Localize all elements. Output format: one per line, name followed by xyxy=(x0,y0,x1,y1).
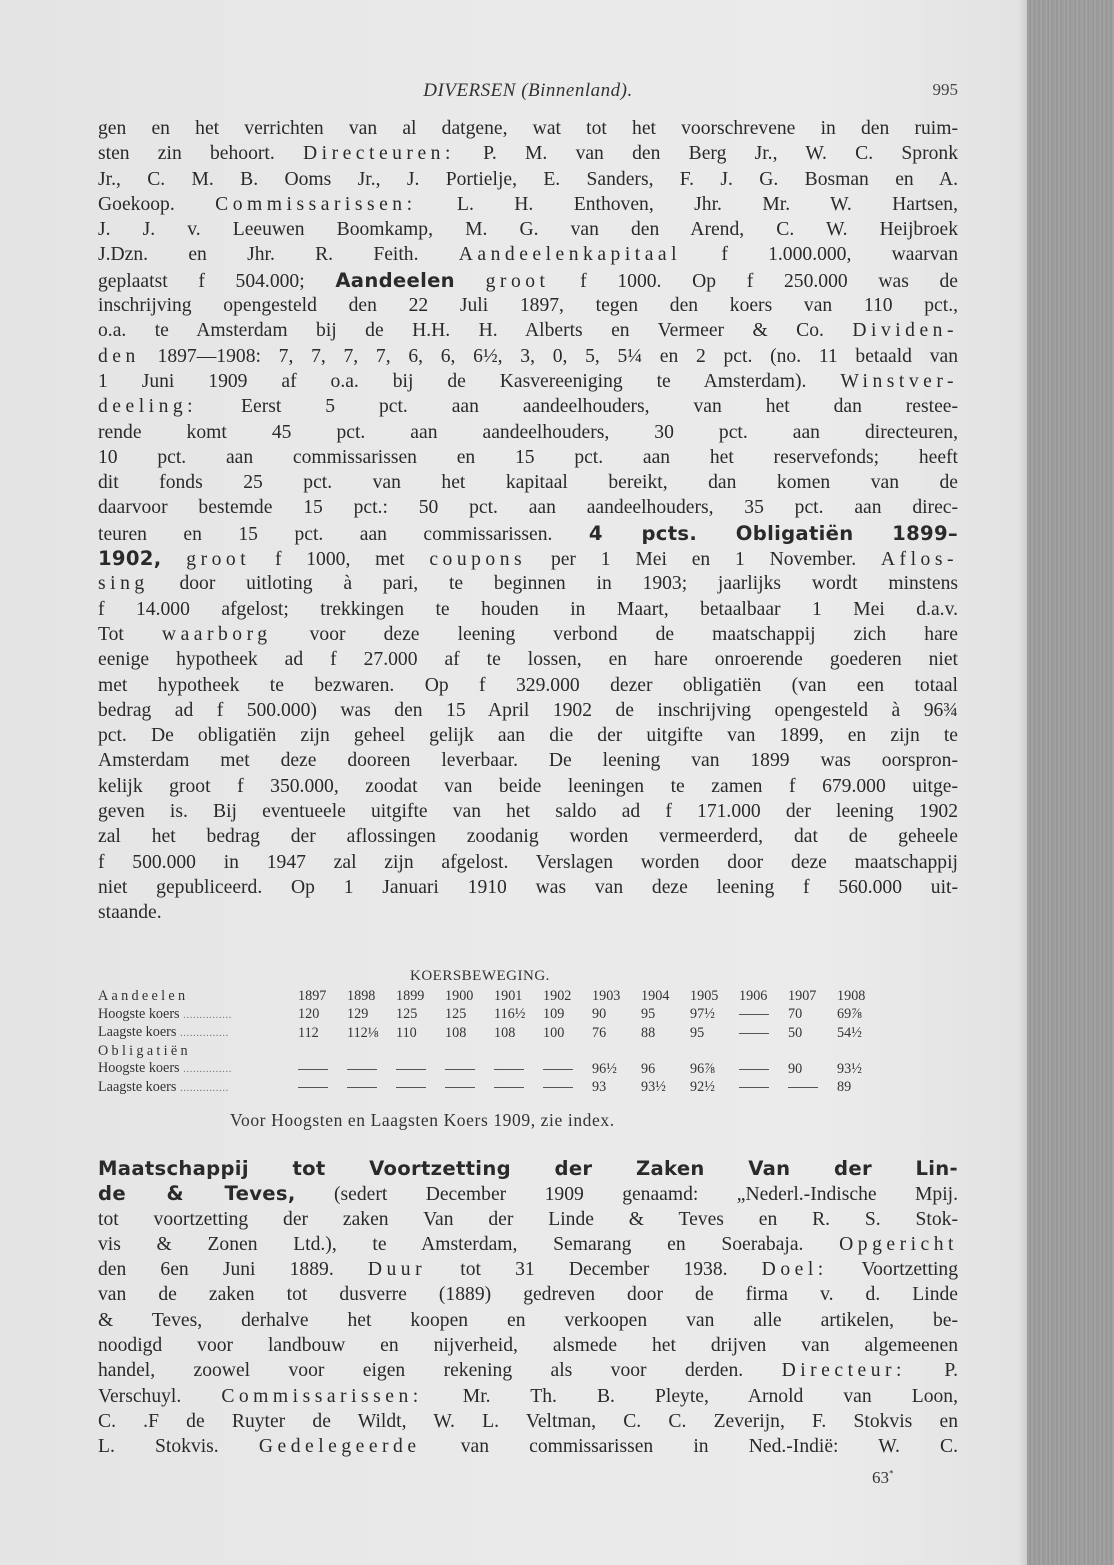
text-run: staande. xyxy=(98,902,162,924)
table-row xyxy=(98,1006,886,1025)
text-line xyxy=(98,875,958,900)
text-line xyxy=(98,698,958,723)
text-line xyxy=(98,420,958,445)
text-line xyxy=(98,1257,958,1282)
text-line xyxy=(98,495,958,520)
price-cell: 97½ xyxy=(690,1006,715,1022)
text-line xyxy=(98,723,958,748)
running-title: DIVERSEN (Binnenland). xyxy=(423,80,633,101)
price-cell: 112 xyxy=(298,1024,319,1041)
text-run: Voortzetting xyxy=(827,1259,958,1281)
spaced-keyword: Doel: xyxy=(761,1259,828,1281)
text-run: gen en het verrichten van al datgene, wat tot het voorschrevene in den ruim- xyxy=(98,118,958,139)
price-cell xyxy=(347,1060,396,1079)
price-cell: 108 xyxy=(494,1024,516,1041)
text-line xyxy=(98,445,958,470)
spaced-keyword: waarborg xyxy=(161,623,272,645)
price-cell: 88 xyxy=(641,1024,656,1041)
text-line xyxy=(98,1308,958,1333)
text-run: 1 Juni 1909 af o.a. bij de Kasvereeniging te Amsterdam). xyxy=(98,370,841,392)
company-entry-continued xyxy=(98,116,958,926)
text-run: Tot xyxy=(98,623,162,645)
price-cell xyxy=(347,1079,396,1098)
text-line xyxy=(98,774,958,799)
leader-dots: ............... xyxy=(179,1027,229,1039)
price-cell: 69⅞ xyxy=(837,1006,862,1022)
price-cell xyxy=(739,1079,788,1098)
text-line xyxy=(98,824,958,849)
row-label xyxy=(98,1006,298,1025)
bold-heading: Maatschappij tot Voortzetting der Zaken Van der Lin- xyxy=(98,1157,958,1180)
price-movement-table xyxy=(98,988,886,1097)
text-line xyxy=(98,1409,958,1434)
price-cell xyxy=(494,1060,543,1079)
text-run: geven is. Bij eventueele uitgifte van het saldo ad f 171.000 der leening 1902 xyxy=(98,801,958,823)
year-header: 1903 xyxy=(592,988,621,1004)
text-run: 10 pct. aan commissarissen en 15 pct. aan het reservefonds; heeft xyxy=(98,446,958,468)
text-line xyxy=(98,1434,958,1459)
price-cell xyxy=(298,1079,347,1098)
price-cell: 76 xyxy=(592,1024,607,1041)
price-cell: 89 xyxy=(837,1079,852,1095)
price-cell: 110 xyxy=(396,1024,417,1041)
spaced-keyword: Commissarissen: xyxy=(215,193,417,215)
dash-mark xyxy=(543,1087,573,1088)
text-line xyxy=(98,799,958,824)
year-header: 1907 xyxy=(788,988,817,1004)
year-header: 1897 xyxy=(298,988,327,1004)
text-run: met hypotheek te bezwaren. Op f 329.000 dezer obligatiën (van een totaal xyxy=(98,674,958,696)
bold-heading: 4 pcts. Obligatiën 1899– xyxy=(588,521,958,545)
text-line xyxy=(98,673,958,698)
text-line xyxy=(98,521,958,546)
text-line xyxy=(98,647,958,672)
price-cell xyxy=(298,1060,347,1079)
text-line xyxy=(98,192,958,217)
folio-mark: * xyxy=(889,1468,894,1479)
price-cell: 108 xyxy=(445,1024,467,1041)
dash-mark xyxy=(347,1069,377,1070)
row-label-text: Hoogste koers xyxy=(98,1005,184,1022)
text-run: rende komt 45 pct. aan aandeelhouders, 30 pct. aan directeuren, xyxy=(98,421,958,443)
table-row xyxy=(98,1079,886,1098)
text-line xyxy=(98,1333,958,1358)
text-run: door uitloting à pari, te beginnen in 1903; jaarlijks wordt minstens xyxy=(148,573,958,595)
price-cell: 125 xyxy=(396,1006,418,1022)
text-line xyxy=(98,369,958,394)
folio-number: 63 xyxy=(872,1468,889,1487)
year-header: 1908 xyxy=(837,988,866,1004)
text-run: P. xyxy=(905,1360,958,1382)
year-header: 1906 xyxy=(739,988,768,1004)
page-number: 995 xyxy=(932,80,958,99)
text-run: dit fonds 25 pct. van het kapitaal bereikt, dan komen van de xyxy=(98,472,958,494)
price-cell: 96⅞ xyxy=(690,1060,715,1077)
text-line xyxy=(98,344,958,369)
text-run: & Teves, derhalve het koopen en verkoopen van alle artikelen, be- xyxy=(98,1309,958,1331)
price-cell: 109 xyxy=(543,1006,565,1022)
spaced-keyword: Aandeelenkapitaal xyxy=(458,244,682,266)
row-group-label: Obligatiën xyxy=(98,1042,191,1059)
price-cell xyxy=(396,1079,445,1098)
spaced-keyword: groot xyxy=(485,270,550,292)
price-cell: 129 xyxy=(347,1006,369,1022)
price-cell: 100 xyxy=(543,1024,565,1041)
text-line xyxy=(98,470,958,495)
bold-heading: 1902, xyxy=(98,547,162,571)
text-run: van commissarissen in Ned.-Indië: W. C. xyxy=(420,1436,958,1458)
spaced-keyword: Gedelegeerde xyxy=(258,1436,421,1458)
text-line xyxy=(98,394,958,419)
text-run: van de zaken tot dusverre (1889) gedreven door de firma v. d. Linde xyxy=(98,1284,958,1306)
spaced-keyword: Directeuren: xyxy=(302,143,455,165)
spaced-keyword: Dividen- xyxy=(852,320,958,342)
spaced-keyword: deeling: xyxy=(98,396,198,418)
price-cell: 95 xyxy=(690,1024,705,1041)
dash-mark xyxy=(396,1087,426,1088)
dash-mark xyxy=(445,1087,475,1088)
text-run: den 6en Juni 1889. xyxy=(98,1259,368,1281)
text-run: teuren en 15 pct. aan commissarissen. xyxy=(98,523,589,545)
text-line xyxy=(98,268,958,293)
spaced-keyword: coupons xyxy=(429,549,527,571)
price-cell: 116½ xyxy=(494,1006,526,1022)
text-run: sten zin behoort. xyxy=(98,143,303,165)
row-label-text: Hoogste koers xyxy=(98,1060,184,1076)
table-note: Voor Hoogsten en Laagsten Koers 1909, zie index. xyxy=(230,1110,615,1130)
text-line xyxy=(98,1384,958,1409)
row-label-text: Laagste koers xyxy=(98,1024,180,1040)
row-group-label: Aandeelen xyxy=(98,988,189,1004)
price-cell xyxy=(739,1006,788,1025)
text-line xyxy=(98,116,958,141)
price-cell xyxy=(494,1079,543,1098)
dash-mark xyxy=(347,1087,377,1088)
row-label xyxy=(98,1024,298,1043)
year-header: 1902 xyxy=(543,988,572,1004)
spaced-keyword: Aflos- xyxy=(880,549,958,571)
price-cell xyxy=(396,1060,445,1079)
text-run: kelijk groot f 350.000, zoodat van beide leeningen te zamen f 679.000 uitge- xyxy=(98,775,958,797)
table-title: KOERSBEWEGING. xyxy=(410,968,550,984)
dash-mark xyxy=(445,1069,475,1070)
text-run: niet gepubliceerd. Op 1 Januari 1910 was van deze leening f 560.000 uit- xyxy=(98,876,958,898)
spaced-keyword: den xyxy=(98,345,140,367)
price-cell: 93 xyxy=(592,1079,607,1095)
text-line xyxy=(98,318,958,343)
year-header: 1900 xyxy=(445,988,474,1004)
price-cell: 112⅛ xyxy=(347,1024,379,1041)
table-row xyxy=(98,1060,886,1079)
dash-mark xyxy=(494,1087,524,1088)
dash-mark xyxy=(739,1033,769,1034)
company-entry-van-der-linde-teves xyxy=(98,1156,958,1460)
text-run: (sedert December 1909 genaamd: „Nederl.-Indische Mpij. xyxy=(295,1184,958,1206)
text-run xyxy=(161,549,186,570)
table-row xyxy=(98,1024,886,1043)
text-run: f 1000, met xyxy=(250,549,430,571)
text-run: Amsterdam met deze dooreen leverbaar. De leening van 1899 was oorspron- xyxy=(98,750,958,772)
bold-heading: de & Teves, xyxy=(98,1182,296,1206)
text-run: Goekoop. xyxy=(98,193,216,215)
dash-mark xyxy=(494,1069,524,1070)
leader-dots: ............... xyxy=(183,1063,232,1075)
text-line xyxy=(98,1207,958,1232)
text-line xyxy=(98,571,958,596)
text-run: Eerst 5 pct. aan aandeelhouders, van het dan restee- xyxy=(197,396,958,418)
text-line xyxy=(98,242,958,267)
text-run: f 14.000 afgelost; trekkingen te houden in Maart, betaalbaar 1 Mei d.a.v. xyxy=(98,598,958,620)
price-cell: 125 xyxy=(445,1006,467,1022)
dash-mark xyxy=(739,1014,769,1015)
dash-mark xyxy=(396,1069,426,1070)
year-header: 1904 xyxy=(641,988,670,1004)
price-cell: 54½ xyxy=(837,1024,862,1041)
text-run: zal het bedrag der aflossingen zoodanig worden vermeerderd, dat de geheele xyxy=(98,826,958,848)
year-header: 1905 xyxy=(690,988,719,1004)
price-cell xyxy=(445,1060,494,1079)
row-label-text: Laagste koers xyxy=(98,1078,180,1095)
spaced-keyword: Directeur: xyxy=(781,1360,906,1382)
text-line xyxy=(98,1181,958,1206)
text-run: geplaatst f 504.000; xyxy=(98,270,336,292)
text-line xyxy=(98,850,958,875)
price-cell: 93½ xyxy=(641,1079,666,1095)
text-run: Mr. Th. B. Pleyte, Arnold van Loon, xyxy=(422,1385,958,1407)
text-run: eenige hypotheek ad f 27.000 af te lossen, en hare onroerende goederen niet xyxy=(98,649,958,671)
price-cell: 92½ xyxy=(690,1079,715,1095)
row-label xyxy=(98,1079,298,1098)
text-run: o.a. te Amsterdam bij de H.H. H. Alberts en Vermeer & Co. xyxy=(98,320,853,342)
text-run: daarvoor bestemde 15 pct.: 50 pct. aan aandeelhouders, 35 pct. aan direc- xyxy=(98,497,958,519)
text-run: inschrijving opengesteld den 22 Juli 1897, tegen den koers van 110 pct., xyxy=(98,295,958,317)
text-line xyxy=(98,141,958,166)
price-cell: 93½ xyxy=(837,1060,862,1077)
dash-mark xyxy=(788,1087,818,1088)
text-run: J.Dzn. en Jhr. R. Feith. xyxy=(98,244,459,266)
price-cell: 50 xyxy=(788,1024,803,1041)
text-run: f 1.000.000, waarvan xyxy=(681,244,958,266)
table-row xyxy=(98,1043,886,1061)
text-line xyxy=(98,546,958,571)
text-line xyxy=(98,900,958,925)
signature-mark xyxy=(872,1468,894,1488)
bold-heading: Aandeelen xyxy=(335,268,455,292)
dash-mark xyxy=(543,1069,573,1070)
price-cell xyxy=(543,1060,592,1079)
row-label xyxy=(98,1060,298,1079)
text-run: tot 31 December 1938. xyxy=(426,1259,762,1281)
text-run: pct. De obligatiën zijn geheel gelijk aan die der uitgifte van 1899, en zijn te xyxy=(98,725,958,747)
text-line xyxy=(98,293,958,318)
text-run: per 1 Mei en 1 November. xyxy=(526,549,881,571)
price-cell: 96 xyxy=(641,1060,656,1077)
text-run: voor deze leening verbond de maatschappij zich hare xyxy=(271,623,958,645)
price-cell: 90 xyxy=(788,1060,803,1077)
dash-mark xyxy=(298,1087,328,1088)
text-run: Verschuyl. xyxy=(98,1385,222,1407)
price-cell xyxy=(739,1024,788,1043)
table-row xyxy=(98,988,886,1006)
price-cell xyxy=(788,1079,837,1098)
spaced-keyword: groot xyxy=(186,549,251,571)
price-cell xyxy=(445,1079,494,1098)
book-page-edges xyxy=(1027,0,1114,1565)
dash-mark xyxy=(298,1069,328,1070)
dash-mark xyxy=(739,1087,769,1088)
year-header: 1899 xyxy=(396,988,425,1004)
text-line xyxy=(98,1358,958,1383)
text-run: Jr., C. M. B. Ooms Jr., J. Portielje, E. Sanders, F. J. G. Bosman en A. xyxy=(98,168,958,190)
text-line xyxy=(98,1282,958,1307)
text-run: L. Stokvis. xyxy=(98,1436,259,1458)
year-header: 1898 xyxy=(347,988,376,1004)
year-header: 1901 xyxy=(494,988,523,1004)
text-line xyxy=(98,622,958,647)
text-run: L. H. Enthoven, Jhr. Mr. W. Hartsen, xyxy=(416,193,958,215)
text-line xyxy=(98,1232,958,1257)
text-run: noodigd voor landbouw en nijverheid, alsmede het drijven van algemeenen xyxy=(98,1335,958,1357)
spaced-keyword: Commissarissen: xyxy=(221,1385,423,1407)
price-cell: 70 xyxy=(788,1006,803,1022)
text-line xyxy=(98,217,958,242)
text-run: vis & Zonen Ltd.), te Amsterdam, Semarang en Soerabaja. xyxy=(98,1233,840,1255)
text-run: C. .F de Ruyter de Wildt, W. L. Veltman, C. C. Zeverijn, F. Stokvis en xyxy=(98,1410,958,1432)
price-cell: 95 xyxy=(641,1006,656,1022)
text-run: P. M. van den Berg Jr., W. C. Spronk xyxy=(454,143,959,165)
text-line xyxy=(98,748,958,773)
text-run: f 1000. Op f 250.000 was de xyxy=(549,270,958,292)
text-run: handel, zoowel voor eigen rekening als voor derden. xyxy=(98,1360,782,1382)
price-cell xyxy=(739,1060,788,1079)
spaced-keyword: sing xyxy=(98,573,149,595)
text-run: tot voortzetting der zaken Van der Linde & Teves en R. S. Stok- xyxy=(98,1208,958,1230)
spaced-keyword: Opgericht xyxy=(839,1233,958,1255)
price-cell: 96½ xyxy=(592,1060,617,1077)
text-run: 1897—1908: 7, 7, 7, 7, 6, 6, 6½, 3, 0, 5, 5¼ en 2 pct. (no. 11 betaald van xyxy=(139,345,958,367)
text-run: J. J. v. Leeuwen Boomkamp, M. G. van den Arend, C. W. Heijbroek xyxy=(98,219,958,241)
dash-mark xyxy=(739,1069,769,1070)
text-run xyxy=(455,271,486,292)
text-run: bedrag ad f 500.000) was den 15 April 1902 de inschrijving opengesteld à 96¾ xyxy=(98,699,958,721)
page-header xyxy=(98,80,958,110)
spaced-keyword: Duur xyxy=(367,1259,427,1281)
spaced-keyword: Winstver- xyxy=(840,370,958,392)
leader-dots: ............... xyxy=(183,1008,232,1021)
text-line xyxy=(98,1156,958,1181)
text-run: f 500.000 in 1947 zal zijn afgelost. Verslagen worden door deze maatschappij xyxy=(98,851,958,873)
price-cell xyxy=(543,1079,592,1098)
price-cell: 90 xyxy=(592,1006,607,1022)
leader-dots: ............... xyxy=(179,1081,229,1094)
price-cell: 120 xyxy=(298,1006,320,1022)
text-line xyxy=(98,597,958,622)
text-line xyxy=(98,167,958,192)
